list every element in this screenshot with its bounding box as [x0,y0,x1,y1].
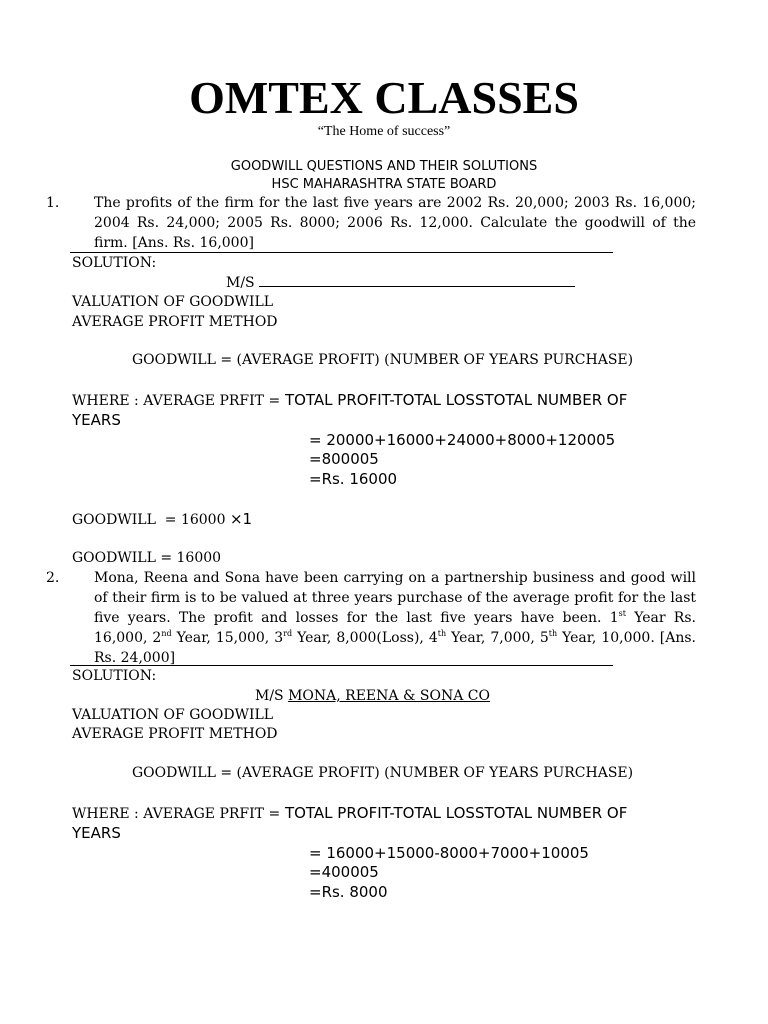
solution-label: SOLUTION: [72,255,157,271]
question-text: Year Rs. 16,000, 2 [94,610,696,646]
calc-line-3: =Rs. 16000 [309,470,398,488]
ms-label: M/S [255,688,289,704]
question-text: Year, 7,000, 5 [446,630,549,646]
ordinal-suffix: th [437,629,447,638]
where-formula: TOTAL PROFIT-TOTAL LOSSTOTAL NUMBER OF [280,391,628,409]
goodwill-calc-text: GOODWILL = 16000 [72,512,230,528]
question-text: Year, 15,000, 3 [171,630,284,646]
document-heading: GOODWILL QUESTIONS AND THEIR SOLUTIONS [230,159,538,174]
where-label: WHERE : AVERAGE PRFIT = [72,393,281,409]
ms-label: M/S [226,275,255,291]
where-formula: TOTAL PROFIT-TOTAL LOSSTOTAL NUMBER OF [280,804,628,822]
divider-line [70,252,613,253]
tagline: “The Home of success” [317,124,451,139]
firm-name: MONA, REENA & SONA CO [288,688,490,704]
blank-underline [259,274,575,287]
where-line [72,803,627,824]
valuation-heading: VALUATION OF GOODWILL [72,707,274,723]
calc-line-2: =800005 [309,450,379,468]
page-title: OMTEX CLASSES [189,72,579,123]
method-heading: AVERAGE PROFIT METHOD [72,314,278,330]
calc-line-3: =Rs. 8000 [309,883,388,901]
question-text: Mona, Reena and Sona have been carrying on a partnership business and good will of their firm is to be valued at three years purchase of the average profit for the last five years. The profit and losses for the last five years have been. 1 [94,570,696,626]
question-text: The profits of the firm for the last five years are 2002 Rs. 20,000; 2003 Rs. 16,000; 2004 Rs. 24,000; 2005 Rs. 8000; 2006 Rs. 12,000. Calculate the goodwill of the firm. [Ans. Rs. 16,000] [94,195,696,251]
goodwill-result: GOODWILL = 16000 [72,550,222,566]
calc-line-1: = 20000+16000+24000+8000+120005 [309,431,616,449]
goodwill-formula: GOODWILL = (AVERAGE PROFIT) (NUMBER OF YEARS PURCHASE) [132,352,634,368]
question-text: Year, 8,000(Loss), 4 [292,630,438,646]
question-number: 2. [46,570,60,586]
goodwill-calc [72,509,252,530]
years-label: YEARS [72,824,121,842]
valuation-heading: VALUATION OF GOODWILL [72,294,274,310]
firm-name-line [226,274,575,293]
question-number: 1. [46,195,60,211]
divider-line [70,665,613,666]
question-1 [46,193,696,253]
solution-label: SOLUTION: [72,668,157,684]
question-2 [46,568,696,668]
ordinal-suffix: st [618,609,626,618]
method-heading: AVERAGE PROFIT METHOD [72,726,278,742]
multiply-one: ×1 [229,510,253,528]
question-text: Year, 10,000. [Ans. Rs. 24,000] [94,630,696,666]
ordinal-suffix: rd [283,629,293,638]
goodwill-formula: GOODWILL = (AVERAGE PROFIT) (NUMBER OF YEARS PURCHASE) [132,765,634,781]
board-heading: HSC MAHARASHTRA STATE BOARD [271,177,497,192]
ordinal-suffix: th [548,629,558,638]
calc-line-1: = 16000+15000-8000+7000+10005 [309,844,589,862]
years-label: YEARS [72,411,121,429]
firm-name-line [255,687,490,706]
ordinal-suffix: nd [161,629,172,638]
where-line [72,390,627,411]
calc-line-2: =400005 [309,863,379,881]
where-label: WHERE : AVERAGE PRFIT = [72,806,281,822]
